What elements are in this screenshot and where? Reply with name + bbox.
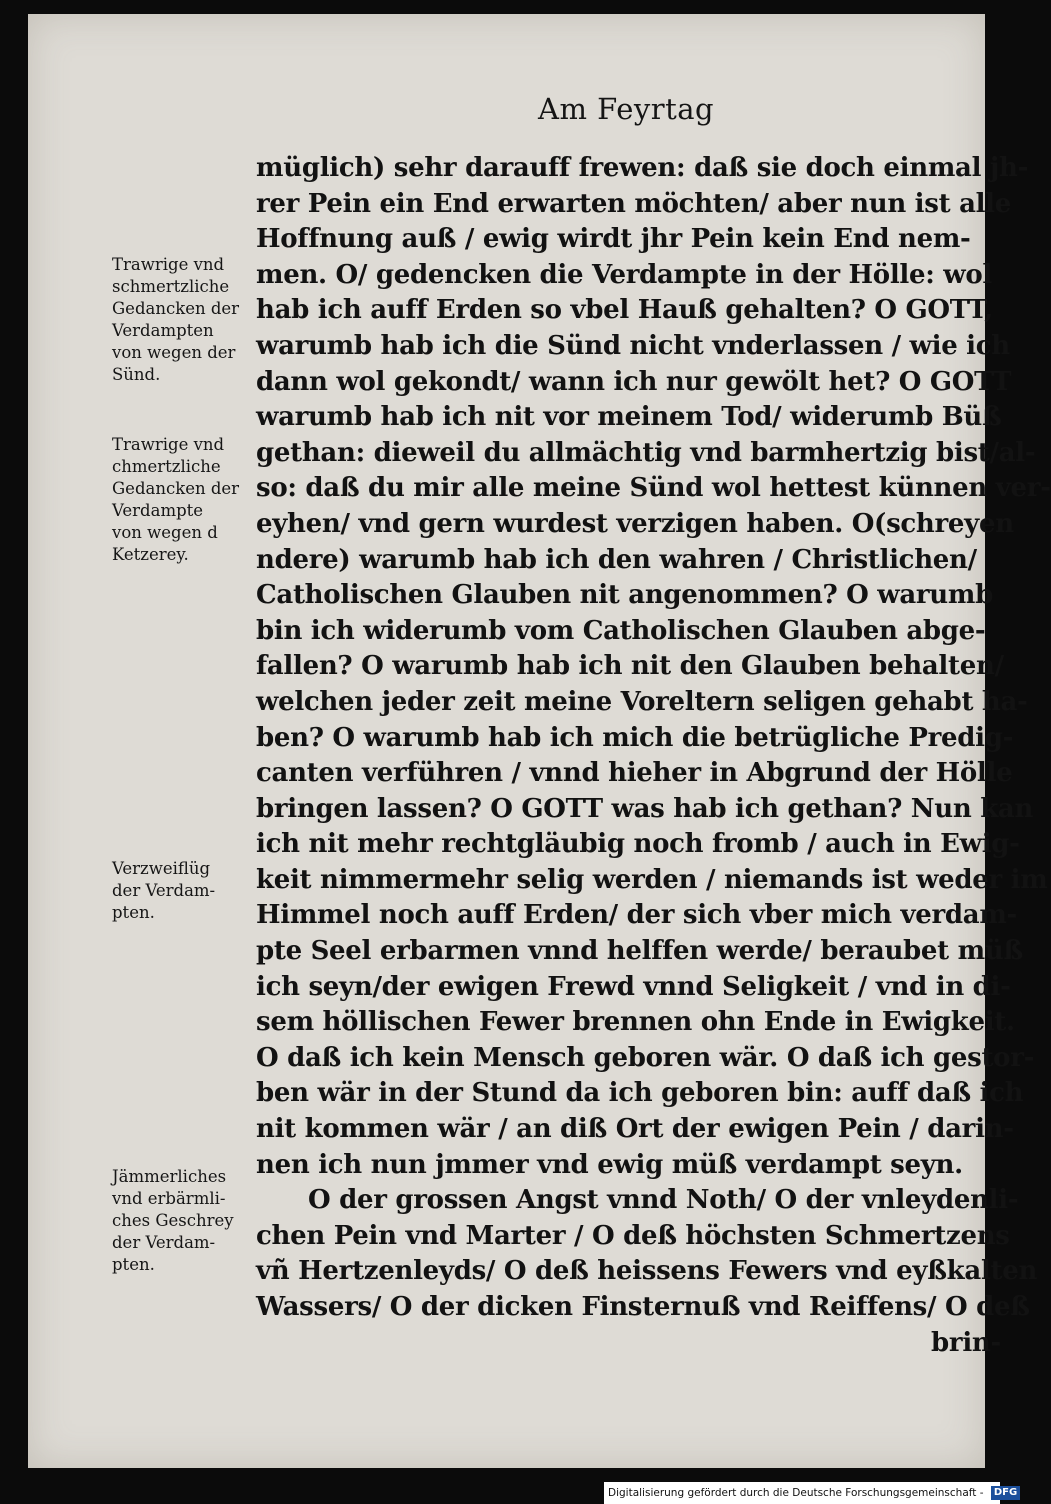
margin-note-line: Gedancken der bbox=[112, 299, 240, 318]
text-line: bin ich widerumb vom Catholischen Glauben abge- bbox=[256, 615, 986, 646]
text-line: nit kommen wär / an diß Ort der ewigen Pein / darin- bbox=[256, 1114, 1014, 1145]
text-line: eyhen/ vnd gern wurdest verzigen haben. O(schreyen bbox=[256, 508, 1014, 539]
text-line: warumb hab ich die Sünd nicht vnderlassen / wie ich bbox=[256, 330, 1010, 361]
text-line: hab ich auff Erden so vbel Hauß gehalten? O GOTT, bbox=[256, 295, 993, 326]
margin-note-line: vnd erbärmli- bbox=[112, 1189, 226, 1208]
margin-note-line: von wegen der bbox=[112, 343, 236, 362]
text-line: müglich) sehr darauff frewen: daß sie doch einmal jh- bbox=[256, 153, 1029, 183]
margin-note-line: Trawrige vnd bbox=[112, 255, 225, 274]
text-line: Hoffnung auß / ewig wirdt jhr Pein kein End nem- bbox=[256, 224, 971, 255]
margin-note-line: Trawrige vnd bbox=[112, 435, 225, 454]
margin-note-line: Jämmerliches bbox=[112, 1167, 227, 1186]
text-line: pte Seel erbarmen vnnd helffen werde/ beraubet müß bbox=[256, 936, 1023, 967]
text-line: ben? O warumb hab ich mich die betrügliche Predig- bbox=[256, 722, 1014, 753]
margin-note bbox=[112, 858, 258, 924]
text-line: canten verführen / vnnd hieher in Abgrund der Hölle bbox=[256, 758, 1013, 789]
running-head: Am Feyrtag bbox=[538, 92, 715, 126]
text-line: rer Pein ein End erwarten möchten/ aber nun ist alle bbox=[256, 188, 1012, 219]
margin-note bbox=[112, 254, 258, 386]
text-line: O daß ich kein Mensch geboren wär. O daß ich gestor- bbox=[256, 1042, 1035, 1073]
margin-note-line: schmertzliche bbox=[112, 277, 230, 296]
margin-note-line: der Verdam- bbox=[112, 881, 216, 900]
text-line: warumb hab ich nit vor meinem Tod/ widerumb Büß bbox=[256, 402, 1002, 433]
footer-text: Digitalisierung gefördert durch die Deutsche Forschungsgemeinschaft - bbox=[608, 1487, 984, 1499]
text-line: O der grossen Angst vnnd Noth/ O der vnleydenli- bbox=[308, 1185, 1019, 1216]
text-line: gethan: dieweil du allmächtig vnd barmhertzig bist/al- bbox=[256, 437, 1036, 468]
margin-note bbox=[112, 434, 258, 566]
margin-note bbox=[112, 1166, 258, 1276]
text-line: Catholischen Glauben nit angenommen? O warumb bbox=[256, 580, 993, 611]
text-line: dann wol gekondt/ wann ich nur gewölt het? O GOTT bbox=[256, 366, 1012, 397]
text-line: bringen lassen? O GOTT was hab ich gethan? Nun kan bbox=[256, 793, 1034, 824]
book-page bbox=[28, 14, 1051, 1468]
body-text bbox=[256, 151, 1051, 1361]
text-line: ndere) warumb hab ich den wahren / Christlichen/ bbox=[256, 544, 977, 575]
text-line: so: daß du mir alle meine Sünd wol hettest künnen ver- bbox=[256, 473, 1051, 504]
text-line: brin- bbox=[931, 1327, 1001, 1358]
margin-note-line: pten. bbox=[112, 903, 155, 922]
margin-note-line: Verdampten bbox=[112, 321, 214, 340]
digitization-footer bbox=[604, 1482, 1018, 1504]
text-line: welchen jeder zeit meine Voreltern seligen gehabt ha- bbox=[256, 686, 1028, 717]
margin-note-line: pten. bbox=[112, 1255, 155, 1274]
margin-note-line: Gedancken der bbox=[112, 479, 240, 498]
margin-note-line: Verzweiflüg bbox=[112, 859, 211, 878]
text-line: ich seyn/der ewigen Frewd vnnd Seligkeit / vnd in di- bbox=[256, 971, 1011, 1002]
text-line: sem höllischen Fewer brennen ohn Ende in Ewigkeit. bbox=[256, 1007, 1015, 1038]
text-line: ich nit mehr rechtgläubig noch fromb / auch in Ewig- bbox=[256, 829, 1020, 860]
margin-note-line: chmertzliche bbox=[112, 457, 221, 476]
text-line: vñ Hertzenleyds/ O deß heissens Fewers vnd eyßkalten bbox=[256, 1256, 1038, 1287]
text-line: chen Pein vnd Marter / O deß höchsten Schmertzens bbox=[256, 1220, 1010, 1251]
text-line: Himmel noch auff Erden/ der sich vber mich verdam- bbox=[256, 900, 1018, 931]
text-line: men. O/ gedencken die Verdampte in der Hölle: wol bbox=[256, 259, 992, 290]
margin-note-line: von wegen d bbox=[112, 523, 218, 542]
margin-note-line: der Verdam- bbox=[112, 1233, 216, 1252]
text-line: fallen? O warumb hab ich nit den Glauben behalten/ bbox=[256, 651, 1004, 682]
margin-note-line: Verdampte bbox=[112, 501, 204, 520]
dfg-logo: DFG bbox=[991, 1486, 1020, 1500]
margin-note-line: Ketzerey. bbox=[112, 545, 189, 564]
text-line: keit nimmermehr selig werden / niemands ist weder im bbox=[256, 864, 1048, 895]
text-line: nen ich nun jmmer vnd ewig müß verdampt seyn. bbox=[256, 1149, 963, 1180]
text-line: Wassers/ O der dicken Finsternuß vnd Reiffens/ O deß bbox=[256, 1292, 1030, 1322]
margin-note-line: Sünd. bbox=[112, 365, 161, 384]
margin-note-line: ches Geschrey bbox=[112, 1211, 234, 1230]
text-line: ben wär in der Stund da ich geboren bin: auff daß ich bbox=[256, 1078, 1024, 1109]
